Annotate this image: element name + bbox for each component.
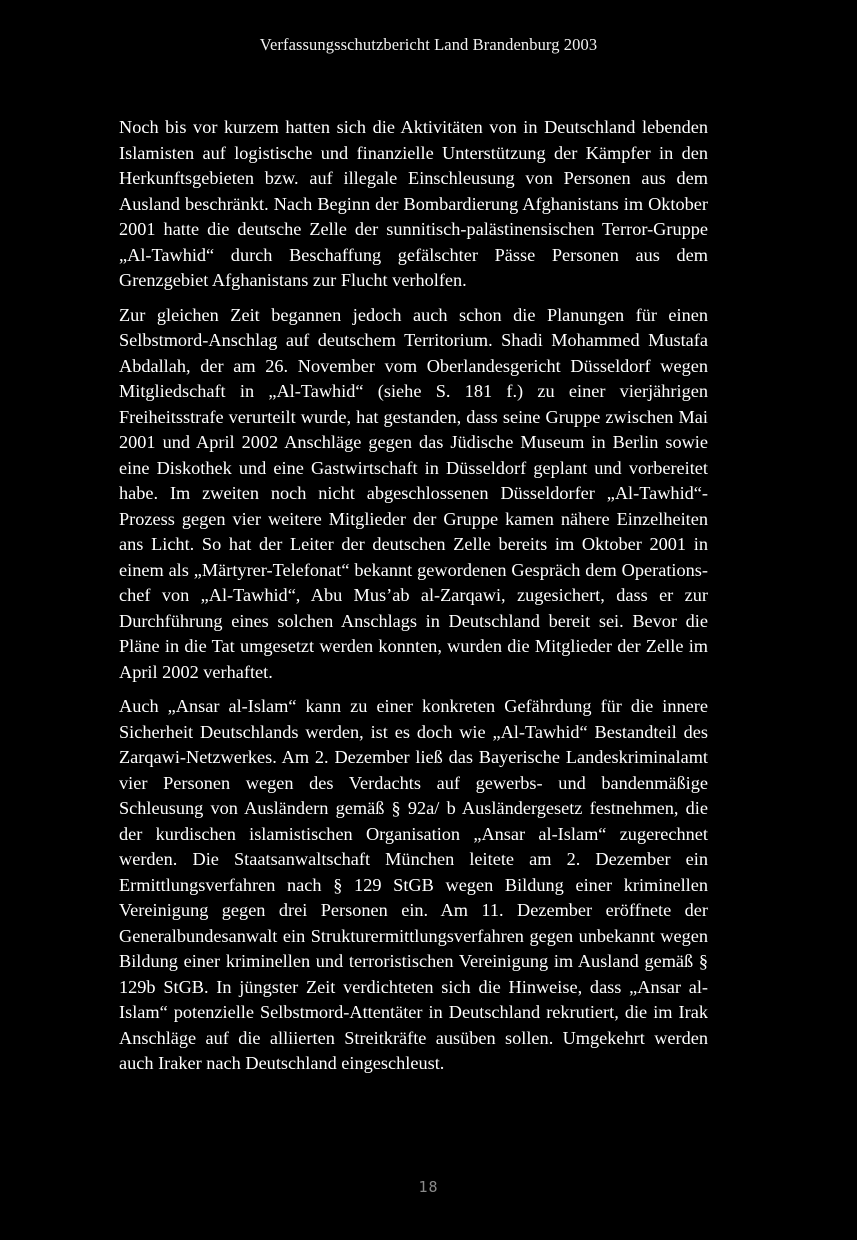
document-body (119, 115, 708, 1086)
paragraph-ansar-al-islam: Auch „Ansar al-Islam“ kann zu einer konkreten Gefährdung für die innere Sicherheit Deutschlands werden, ist es doch wie „Al-Tawhid“ Bestandteil des Zarqawi-Netzwerkes. Am 2. Dezember ließ das Bayerische Landeskriminalamt vier Personen wegen des Verdachts auf gewerbs- und bandenmäßige Schleusung von Ausländern gemäß § 92a/ b Ausländergesetz festnehmen, die der kurdischen islamistischen Organisation „Ansar al-Islam“ zugerechnet werden. Die Staatsanwaltschaft München leitete am 2. Dezember ein Ermittlungsverfahren nach § 129 StGB wegen Bildung einer kriminellen Vereinigung gegen drei Personen ein. Am 11. Dezember eröffnete der Generalbundesanwalt ein Strukturermittlungsverfahren gegen unbekannt wegen Bildung einer kriminellen und terroristischen Vereinigung im Ausland gemäß § 129b StGB. In jüngster Zeit verdichteten sich die Hinweise, dass „Ansar al-Islam“ potenzielle Selbstmord-Attentäter in Deutschland rekrutiert, die im Irak Anschläge auf die alliierten Streitkräfte ausüben sollen. Umgekehrt werden auch Iraker nach Deutschland eingeschleust. (119, 696, 708, 1073)
paragraph-logistics: Noch bis vor kurzem hatten sich die Aktivitäten von in Deutschland lebenden Islamisten auf logistische und finanzielle Unterstützung der Kämpfer in den Herkunftsgebieten bzw. auf illegale Einschleusung von Personen aus dem Ausland beschränkt. Nach Beginn der Bombardierung Afghanistans im Oktober 2001 hatte die deutsche Zelle der sunnitisch-palästinensischen Terror-Gruppe „Al-Tawhid“ durch Beschaffung gefälschter Pässe Personen aus dem Grenzgebiet Afghanistans zur Flucht verholfen. (119, 117, 708, 290)
page-number: 18 (418, 1178, 439, 1196)
paragraph-attack-plans: Zur gleichen Zeit begannen jedoch auch schon die Planungen für einen Selbstmord-Anschlag auf deutschem Territorium. Shadi Mohammed Mustafa Abdallah, der am 26. November vom Oberlandesgericht Düsseldorf wegen Mitgliedschaft in „Al-Tawhid“ (siehe S. 181 f.) zu einer vierjährigen Freiheitsstrafe verurteilt wurde, hat gestanden, dass seine Gruppe zwischen Mai 2001 und April 2002 Anschläge gegen das Jüdische Museum in Berlin sowie eine Diskothek und eine Gastwirtschaft in Düsseldorf geplant und vorbereitet habe. Im zweiten noch nicht abgeschlossenen Düsseldorfer „Al-Tawhid“-Prozess gegen vier weitere Mitglieder der Gruppe kamen nähere Einzelheiten ans Licht. So hat der Leiter der deutschen Zelle bereits im Oktober 2001 in einem als „Märtyrer-Telefonat“ bekannt gewordenen Gespräch dem Operationschef von „Al-Tawhid“, Abu Mus’ab al-Zarqawi, zugesichert, dass er zur Durchführung eines solchen Anschlags in Deutschland bereit sei. Bevor die Pläne in die Tat umgesetzt werden konnten, wurden die Mitglieder der Zelle im April 2002 verhaftet. (119, 304, 708, 682)
page-header-title: Verfassungsschutzbericht Land Brandenburg 2003 (259, 35, 598, 54)
